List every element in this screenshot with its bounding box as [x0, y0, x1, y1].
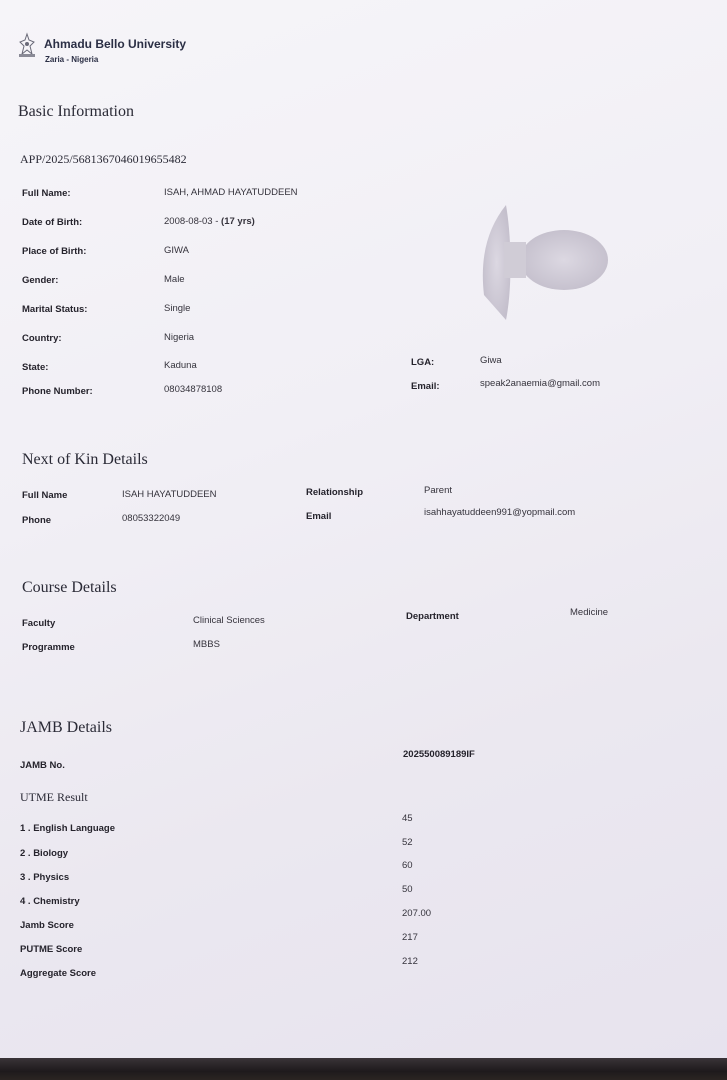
- gender-label: Gender:: [22, 275, 59, 286]
- result-value-jamb-score: 207.00: [402, 908, 432, 919]
- kin-email-value: isahhayatuddeen991@yopmail.com: [424, 507, 576, 518]
- dob-label: Date of Birth:: [22, 217, 83, 228]
- result-value-aggregate-score: 212: [402, 956, 418, 967]
- programme-value: MBBS: [193, 639, 220, 650]
- course-details-title: Course Details: [22, 579, 117, 596]
- application-number: APP/2025/5681367046019655482: [20, 152, 187, 166]
- utme-result-title: UTME Result: [20, 790, 88, 804]
- email-label: Email:: [411, 381, 440, 392]
- result-label-putme-score: PUTME Score: [20, 944, 83, 955]
- jamb-no-value: 202550089189IF: [403, 749, 475, 760]
- kin-full-name-value: ISAH HAYATUDDEEN: [122, 489, 217, 500]
- university-location: Zaria - Nigeria: [45, 55, 99, 64]
- age-value: (17 yrs): [221, 216, 255, 227]
- result-label-physics: 3 . Physics: [20, 872, 70, 883]
- result-value-chemistry: 50: [402, 884, 413, 895]
- place-of-birth-label: Place of Birth:: [22, 246, 87, 257]
- result-label-chemistry: 4 . Chemistry: [20, 896, 80, 907]
- next-of-kin-title: Next of Kin Details: [22, 451, 148, 468]
- result-label-aggregate-score: Aggregate Score: [20, 968, 97, 979]
- kin-relationship-value: Parent: [424, 485, 452, 496]
- full-name-value: ISAH, AHMAD HAYATUDDEEN: [164, 187, 298, 198]
- jamb-details-title: JAMB Details: [20, 719, 112, 736]
- place-of-birth-value: GIWA: [164, 245, 189, 256]
- faculty-label: Faculty: [22, 618, 56, 629]
- university-name: Ahmadu Bello University: [44, 37, 187, 51]
- kin-phone-value: 08053322049: [122, 513, 181, 524]
- phone-number-value: 08034878108: [164, 384, 223, 395]
- full-name-label: Full Name:: [22, 188, 71, 199]
- gender-value: Male: [164, 274, 185, 285]
- university-crest-icon: [16, 32, 38, 60]
- result-value-physics: 60: [402, 860, 413, 871]
- dob-value: 2008-08-03 - (17 yrs): [164, 216, 255, 227]
- phone-number-label: Phone Number:: [22, 386, 93, 397]
- lga-value: Giwa: [480, 355, 502, 366]
- country-value: Nigeria: [164, 332, 195, 343]
- kin-full-name-label: Full Name: [22, 490, 68, 501]
- result-value-english: 45: [402, 813, 413, 824]
- email-value: speak2anaemia@gmail.com: [480, 378, 601, 389]
- marital-status-value: Single: [164, 303, 191, 314]
- basic-info-title: Basic Information: [18, 103, 134, 120]
- jamb-no-label: JAMB No.: [20, 760, 65, 771]
- result-label-english: 1 . English Language: [20, 823, 116, 834]
- programme-label: Programme: [22, 642, 75, 653]
- kin-email-label: Email: [306, 511, 332, 522]
- department-label: Department: [406, 611, 459, 622]
- result-value-biology: 52: [402, 837, 413, 848]
- result-label-biology: 2 . Biology: [20, 848, 69, 859]
- kin-phone-label: Phone: [22, 515, 52, 526]
- lga-label: LGA:: [411, 357, 435, 368]
- result-label-jamb-score: Jamb Score: [20, 920, 74, 931]
- state-label: State:: [22, 362, 49, 373]
- passport-photo: [476, 200, 612, 330]
- kin-relationship-label: Relationship: [306, 487, 364, 498]
- page-bottom-edge: [0, 1058, 727, 1080]
- result-value-putme-score: 217: [402, 932, 418, 943]
- marital-status-label: Marital Status:: [22, 304, 88, 315]
- department-value: Medicine: [570, 607, 609, 618]
- country-label: Country:: [22, 333, 62, 344]
- state-value: Kaduna: [164, 360, 197, 371]
- faculty-value: Clinical Sciences: [193, 615, 265, 626]
